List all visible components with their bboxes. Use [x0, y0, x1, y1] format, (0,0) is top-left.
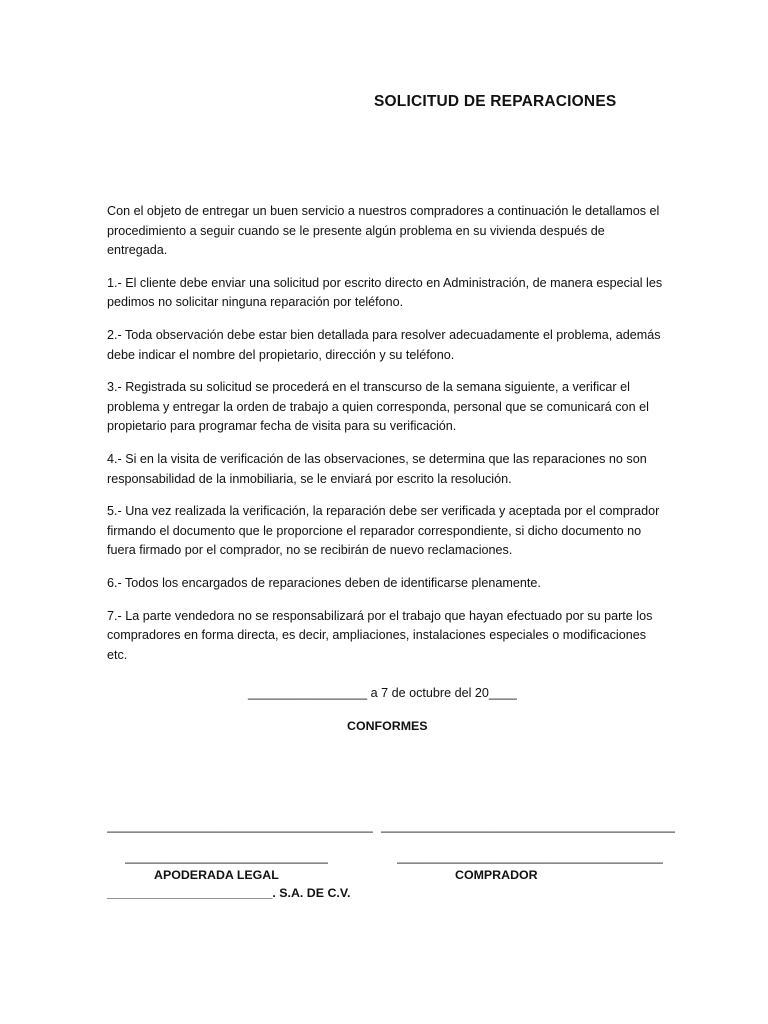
- intro-paragraph: Con el objeto de entregar un buen servicio a nuestros compradores a continuación le detallamos el procedimiento a seguir cuando se le presente algún problema en su vivienda después de entregada.: [107, 204, 660, 258]
- comprador-label: COMPRADOR: [455, 868, 538, 882]
- item-3-paragraph: 3.- Registrada su solicitud se procederá en el transcurso de la semana siguiente, a verificar el problema y entregar la orden de trabajo a quien corresponda, personal que se comunicará con el propietario para programar fecha de visita para su verificación.: [107, 380, 649, 434]
- apoderada-legal-label: APODERADA LEGAL: [154, 868, 279, 882]
- item-5-paragraph: 5.- Una vez realizada la verificación, la reparación debe ser verificada y aceptada por el comprador firmando el documento que le proporcione el reparador correspondiente, si dicho documento no fuera firmado por el comprador, no se recibirán de nuevo reclamaciones.: [107, 504, 660, 558]
- signature-line-left: ______________________________________: [107, 819, 374, 833]
- name-line-right: ______________________________________: [397, 850, 664, 864]
- document-title: SOLICITUD DE REPARACIONES: [374, 93, 617, 110]
- signature-line-right: __________________________________________: [381, 819, 676, 833]
- name-line-left: _____________________________: [125, 850, 329, 864]
- item-1-paragraph: 1.- El cliente debe enviar una solicitud por escrito directo en Administración, de manera especial les pedimos no solicitar ninguna reparación por teléfono.: [107, 275, 663, 310]
- item-6-paragraph: 6.- Todos los encargados de reparaciones deben de identificarse plenamente.: [107, 575, 541, 590]
- document-body: [107, 202, 667, 678]
- item-2-paragraph: 2.- Toda observación debe estar bien detallada para resolver adecuadamente el problema, además debe indicar el nombre del propietario, dirección y su teléfono.: [107, 327, 661, 362]
- conformes-heading: CONFORMES: [347, 719, 428, 733]
- item-7-paragraph: 7.- La parte vendedora no se responsabilizará por el trabajo que hayan efectuado por su parte los compradores en forma directa, es decir, ampliaciones, instalaciones especiales o modificaciones etc.: [107, 608, 653, 662]
- item-4-paragraph: 4.- Si en la visita de verificación de las observaciones, se determina que las reparaciones no son responsabilidad de la inmobiliaria, se le enviará por escrito la resolución.: [107, 451, 647, 486]
- date-line: _________________ a 7 de octubre del 20____: [248, 686, 517, 700]
- company-name-line: ________________________. S.A. DE C.V.: [107, 886, 351, 900]
